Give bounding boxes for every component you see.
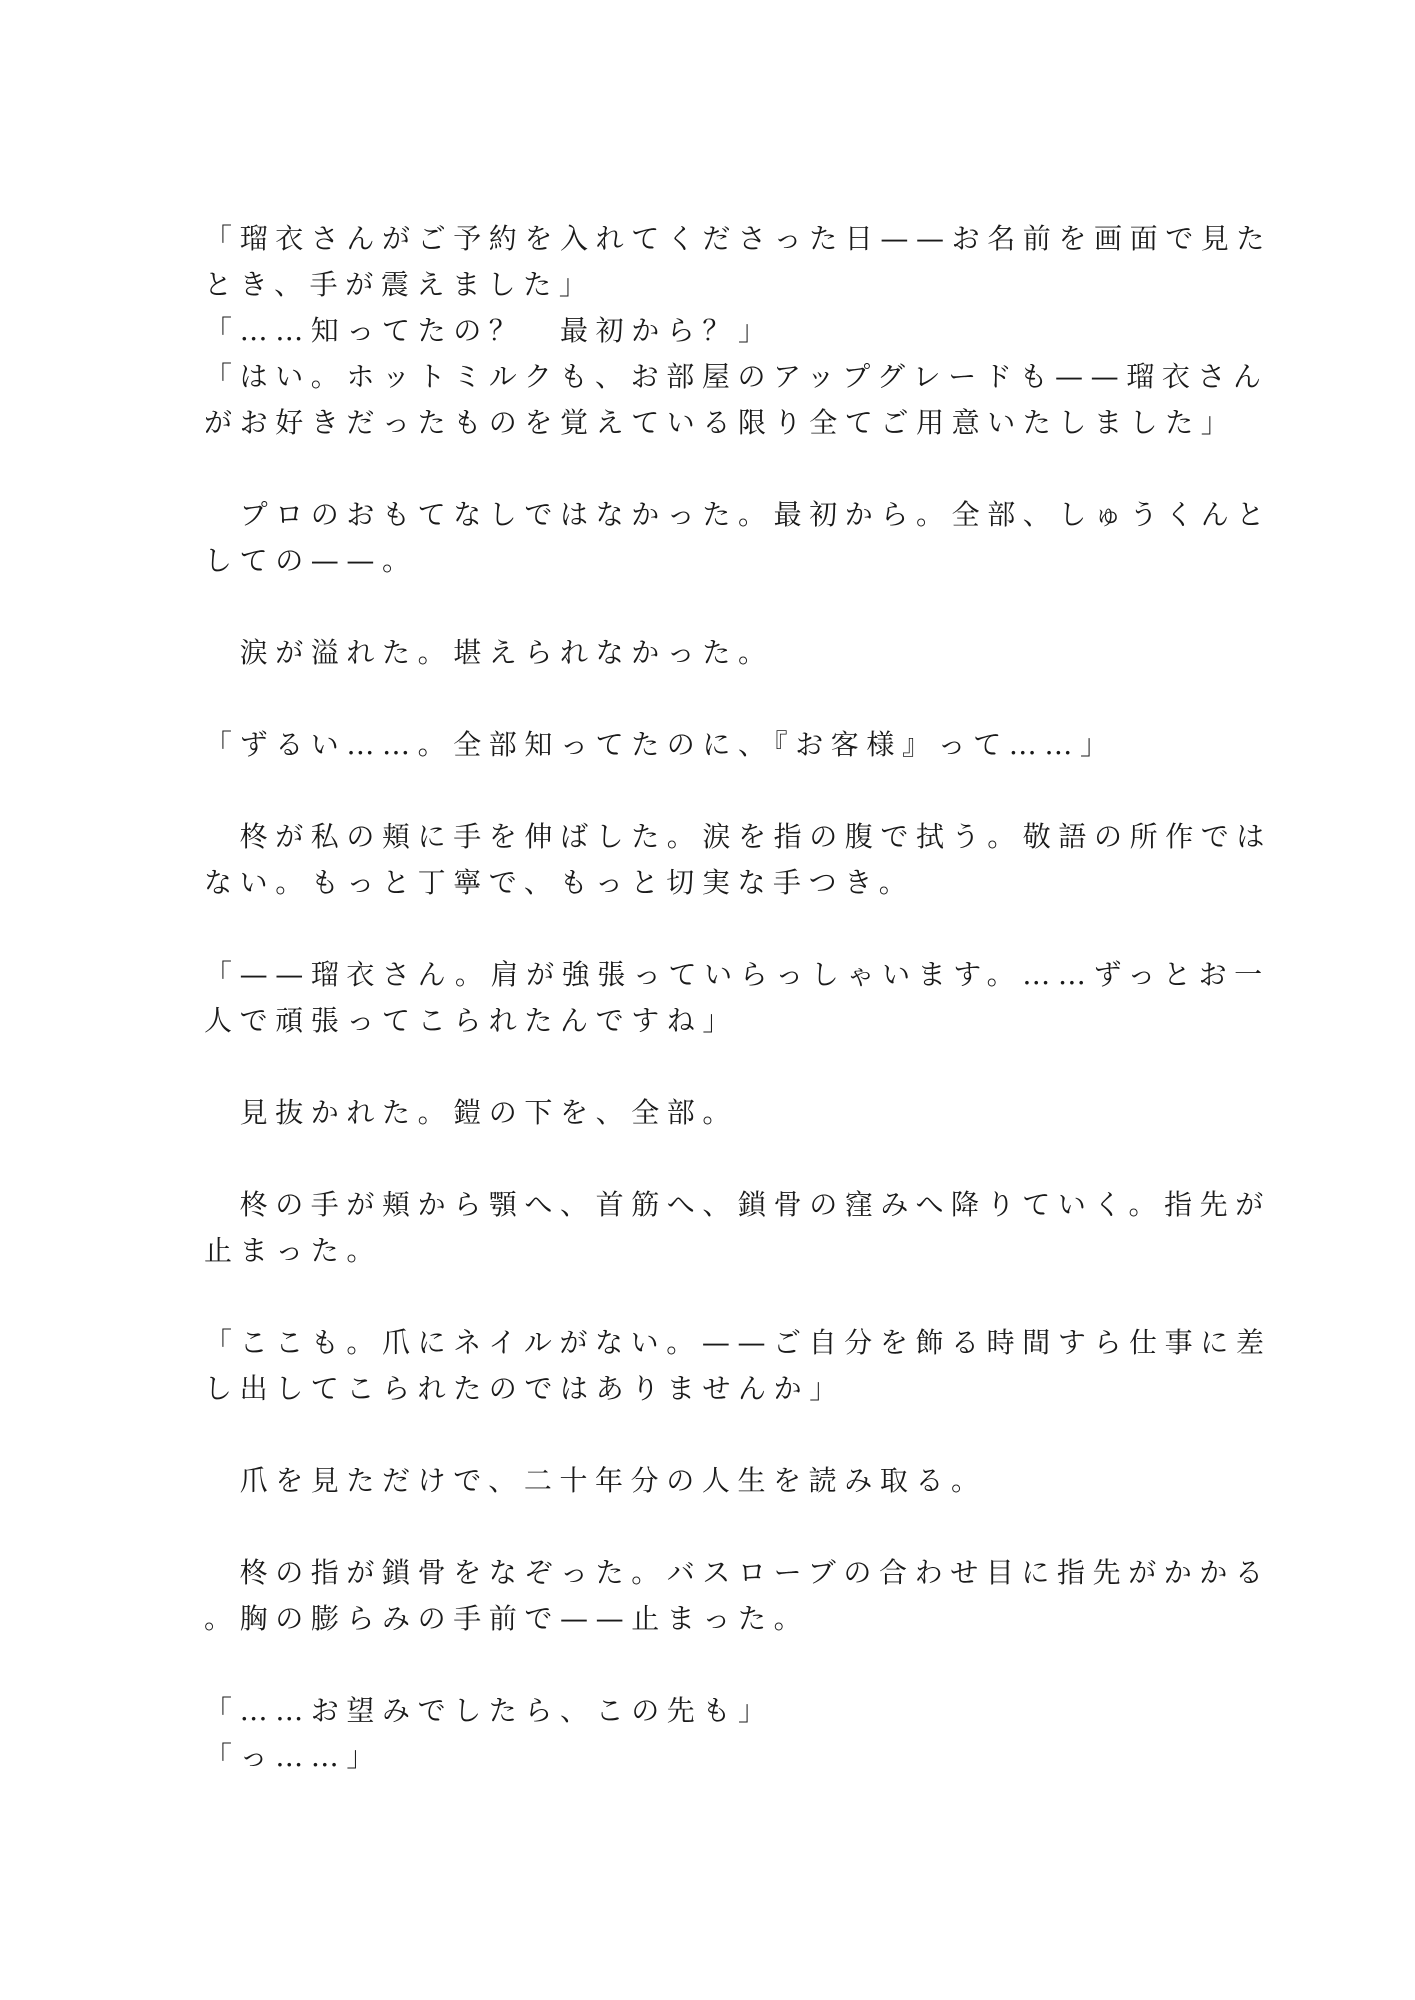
blank-line bbox=[204, 1044, 1204, 1090]
text-line: 柊の手が頬から顎へ、首筋へ、鎖骨の窪みへ降りていく。指先が bbox=[204, 1188, 1271, 1221]
blank-line bbox=[204, 446, 1204, 492]
text-line: 「はい。ホットミルクも、お部屋のアップグレードも——瑠衣さん bbox=[204, 360, 1269, 393]
text-line: 「……知ってたの？ 最初から？」 bbox=[204, 314, 774, 347]
blank-line bbox=[204, 906, 1204, 952]
text-line: 「ここも。爪にネイルがない。——ご自分を飾る時間すら仕事に差 bbox=[204, 1326, 1272, 1359]
blank-line bbox=[204, 1504, 1204, 1550]
text-line: 止まった。 bbox=[204, 1234, 383, 1267]
text-line: 「ずるい……。全部知ってたのに、『お客様』って……」 bbox=[204, 728, 1116, 761]
text-line: 「っ……」 bbox=[204, 1740, 383, 1773]
text-line: 見抜かれた。鎧の下を、全部。 bbox=[204, 1096, 739, 1129]
text-line: 「——瑠衣さん。肩が強張っていらっしゃいます。……ずっとお一 bbox=[204, 958, 1270, 991]
text-line: 柊が私の頬に手を伸ばした。涙を指の腹で拭う。敬語の所作では bbox=[204, 820, 1273, 853]
body-text bbox=[204, 216, 1273, 1780]
blank-line bbox=[204, 676, 1204, 722]
text-line: 。胸の膨らみの手前で——止まった。 bbox=[204, 1602, 810, 1635]
blank-line bbox=[204, 584, 1204, 630]
blank-line bbox=[204, 1412, 1204, 1458]
text-line: 「瑠衣さんがご予約を入れてくださった日——お名前を画面で見た bbox=[204, 222, 1273, 255]
text-line: とき、手が震えました」 bbox=[204, 268, 595, 301]
blank-line bbox=[204, 768, 1204, 814]
text-line: しての——。 bbox=[204, 544, 418, 577]
blank-line bbox=[204, 1274, 1204, 1320]
text-line: ない。もっと丁寧で、もっと切実な手つき。 bbox=[204, 866, 915, 899]
text-line: がお好きだったものを覚えている限り全てご用意いたしました」 bbox=[204, 406, 1237, 439]
text-line: し出してこられたのではありませんか」 bbox=[204, 1372, 845, 1405]
text-line: 爪を見ただけで、二十年分の人生を読み取る。 bbox=[204, 1464, 987, 1497]
blank-line bbox=[204, 1136, 1204, 1182]
text-line: 人で頑張ってこられたんですね」 bbox=[204, 1004, 739, 1037]
text-line: 柊の指が鎖骨をなぞった。バスローブの合わせ目に指先がかかる bbox=[204, 1556, 1271, 1589]
text-line: 「……お望みでしたら、この先も」 bbox=[204, 1694, 774, 1727]
text-line: プロのおもてなしではなかった。最初から。全部、しゅうくんと bbox=[204, 498, 1273, 531]
text-line: 涙が溢れた。堪えられなかった。 bbox=[204, 636, 774, 669]
blank-line bbox=[204, 1642, 1204, 1688]
